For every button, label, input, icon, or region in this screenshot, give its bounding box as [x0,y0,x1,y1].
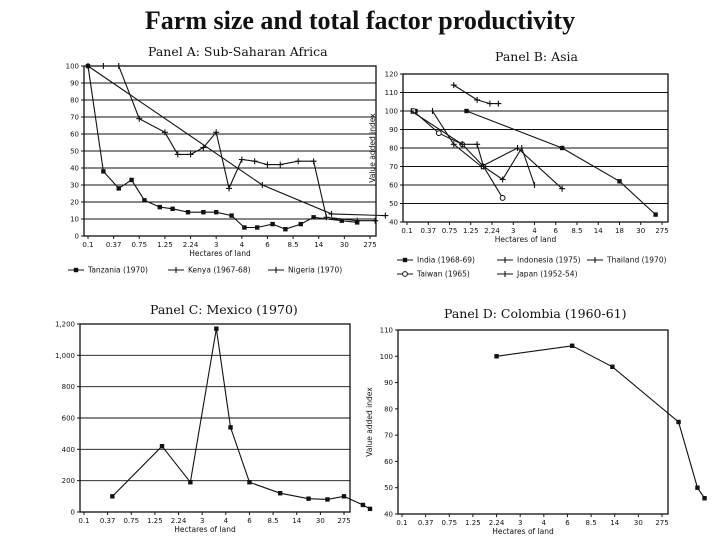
data-point [430,108,436,114]
x-tick-label: 30 [339,241,349,249]
x-tick-label: 0.37 [420,227,437,235]
x-tick-label: 4 [239,241,245,249]
x-tick-label: 2.24 [484,227,500,235]
y-tick-label: 200 [61,477,75,486]
series-a-1 [100,63,378,224]
x-tick-label: 14 [314,241,324,249]
x-axis-label: Hectares of land [189,249,251,258]
x-tick-label: 30 [633,519,643,527]
x-tick-label: 14 [292,517,302,525]
y-tick-label: 120 [384,70,398,79]
y-tick-label: 50 [70,147,79,156]
x-tick-label: 8.5 [585,519,597,527]
x-tick-label: 275 [337,517,351,525]
data-point [560,146,564,150]
x-tick-label: 0.1 [396,519,408,527]
panel-d-chart [350,300,690,536]
series-c-0 [110,327,372,512]
x-tick-label: 14 [610,519,620,527]
data-point [229,213,233,217]
data-point [160,444,164,448]
legend-label: Indonesia (1975) [517,255,581,265]
x-tick-label: 0.1 [82,241,94,249]
data-point [532,182,538,188]
data-point [311,215,315,219]
panel-b-title: Panel B: Asia [495,49,578,64]
data-point [247,480,251,484]
panel-c-title: Panel C: Mexico (1970) [150,302,298,317]
x-tick-label: 0.75 [441,519,458,527]
data-point [228,425,232,429]
x-tick-label: 0.37 [417,519,434,527]
x-axis-label: Hectares of land [494,235,557,244]
x-tick-label: 2.24 [488,519,505,527]
y-tick-label: 1,000 [54,351,75,360]
x-tick-label: 1.25 [462,227,479,235]
y-tick-label: 70 [384,431,393,440]
y-tick-label: 100 [379,352,393,361]
panel-d [350,300,690,536]
data-point [201,210,205,214]
data-point [474,97,480,103]
x-tick-label: 1.25 [465,519,481,527]
data-point [270,222,274,226]
x-tick-label: 30 [636,227,646,235]
data-point [500,176,506,182]
x-axis-label: Hectares of land [174,525,236,534]
data-point [277,162,283,168]
data-point [186,210,190,214]
y-tick-label: 60 [70,130,79,139]
panel-c [30,298,360,534]
x-tick-label: 3 [517,519,523,527]
data-point [306,496,310,500]
y-tick-label: 800 [61,383,75,392]
data-point [295,158,301,164]
data-point [676,420,680,424]
data-point [494,354,498,358]
x-axis-label: Hectares of land [492,527,554,536]
legend-marker [502,257,508,263]
x-tick-label: 0.1 [401,227,413,235]
x-tick-label: 8.5 [571,227,583,235]
panel-b [365,46,680,296]
legend-marker [74,268,78,272]
x-tick-label: 275 [655,519,669,527]
data-point [695,486,699,490]
data-point [570,344,574,348]
series-line [103,66,375,221]
y-tick-label: 60 [384,457,393,466]
data-point [495,101,501,107]
legend-label: Taiwan (1965) [417,269,470,279]
data-point [214,210,218,214]
legend-marker [173,267,179,273]
x-tick-label: 3 [511,227,516,235]
legend-label: Nigeria (1970) [288,265,343,275]
data-point [325,497,329,501]
slide-title: Farm size and total factor productivity [144,6,576,35]
y-tick-label: 40 [384,510,393,519]
x-tick-label: 0.75 [131,241,148,249]
data-point [255,225,259,229]
x-tick-label: 4 [541,519,547,527]
y-tick-label: 600 [61,414,75,423]
x-tick-label: 6 [565,519,570,527]
y-tick-label: 90 [70,79,79,88]
x-tick-label: 275 [363,241,377,249]
data-point [436,131,441,136]
x-tick-label: 6 [247,517,252,525]
panel-d-frame [398,330,668,514]
legend-marker [502,271,508,277]
x-tick-label: 0.1 [78,517,90,525]
data-point [170,207,174,211]
x-tick-label: 4 [223,517,229,525]
legend-label: Tanzania (1970) [88,265,148,275]
x-tick-label: 8.5 [267,517,279,525]
x-tick-label: 6 [265,241,270,249]
data-point [474,141,480,147]
panel-b-chart [365,46,680,296]
x-tick-label: 2.24 [182,241,199,249]
data-point [214,327,218,331]
x-tick-label: 2.24 [170,517,187,525]
series-b-1 [411,109,505,201]
x-tick-label: 0.37 [99,517,116,525]
data-point [175,151,181,157]
data-point [252,158,258,164]
x-tick-label: 30 [315,517,325,525]
y-tick-label: 40 [389,218,398,227]
data-point [116,63,122,69]
data-point [158,205,162,209]
data-point [188,480,192,484]
panel-a-title: Panel A: Sub-Saharan Africa [148,44,328,59]
x-tick-label: 6 [553,227,558,235]
legend-marker [592,257,598,263]
data-point [259,182,265,188]
y-tick-label: 1,200 [54,320,75,329]
y-tick-label: 110 [384,89,398,97]
y-tick-label: 20 [70,198,79,207]
y-tick-label: 50 [389,200,398,208]
y-axis-label: Value added index [368,113,377,183]
y-tick-label: 30 [70,181,79,190]
x-tick-label: 3 [199,517,205,525]
x-tick-label: 3 [213,241,219,249]
data-point [653,212,657,216]
legend-label: India (1968-69) [417,255,475,265]
series-d-0 [494,344,706,501]
series-b-2 [430,108,566,192]
data-point [299,222,303,226]
data-point [451,82,457,88]
y-tick-label: 50 [384,484,393,493]
data-point [110,494,114,498]
y-tick-label: 400 [61,445,75,454]
panel-d-title: Panel D: Colombia (1960-61) [444,306,627,321]
data-point [283,227,287,231]
legend-label: Kenya (1967-68) [188,265,251,275]
y-tick-label: 40 [70,164,79,173]
y-tick-label: 100 [384,107,398,116]
data-point [264,162,270,168]
y-tick-label: 70 [70,113,79,122]
x-tick-label: 275 [655,227,669,235]
y-tick-label: 90 [389,126,398,134]
y-tick-label: 10 [70,215,79,224]
data-point [702,496,706,500]
series-line [454,85,499,104]
y-tick-label: 70 [389,163,398,171]
data-point [617,179,621,183]
data-point [278,491,282,495]
y-tick-label: 80 [389,144,398,153]
data-point [329,211,335,217]
series-b-0 [413,109,658,217]
data-point [100,63,106,69]
panel-a-legend [68,266,342,275]
legend-label: Thailand (1970) [607,255,667,265]
panel-b-legend [397,256,667,279]
data-point [129,178,133,182]
x-tick-label: 0.75 [123,517,140,525]
data-point [500,196,505,201]
series-line [497,346,705,498]
y-tick-label: 0 [74,232,79,241]
y-tick-label: 80 [70,96,79,105]
data-point [610,365,614,369]
legend-label: Japan (1952-54) [517,269,578,279]
y-tick-label: 60 [389,181,398,190]
data-point [311,158,317,164]
y-tick-label: 0 [70,508,75,517]
data-point [226,185,232,191]
legend-marker [403,258,407,262]
x-tick-label: 4 [532,227,537,235]
y-tick-label: 100 [65,62,79,71]
data-point [117,186,121,190]
x-tick-label: 1.25 [157,241,173,249]
x-tick-label: 14 [593,227,603,235]
x-tick-label: 1.25 [147,517,163,525]
data-point [242,225,246,229]
series-a-2 [85,63,388,219]
y-tick-label: 90 [384,379,393,388]
data-point [487,101,493,107]
data-point [101,169,105,173]
legend-marker [273,267,279,273]
data-point [239,157,245,163]
x-tick-label: 8.5 [287,241,299,249]
x-tick-label: 18 [615,227,624,235]
series-line [88,66,385,216]
data-point [464,109,468,113]
series-b-3 [451,82,502,107]
y-axis-label: Value added index [365,387,374,457]
y-tick-label: 80 [384,405,393,414]
legend-marker [403,272,408,277]
series-line [416,111,656,215]
data-point [188,151,194,157]
data-point [142,198,146,202]
x-tick-label: 0.75 [441,227,458,235]
data-point [342,494,346,498]
series-a-0 [86,64,360,232]
panel-c-chart [30,298,360,534]
y-tick-label: 110 [379,326,393,335]
x-tick-label: 0.37 [105,241,122,249]
